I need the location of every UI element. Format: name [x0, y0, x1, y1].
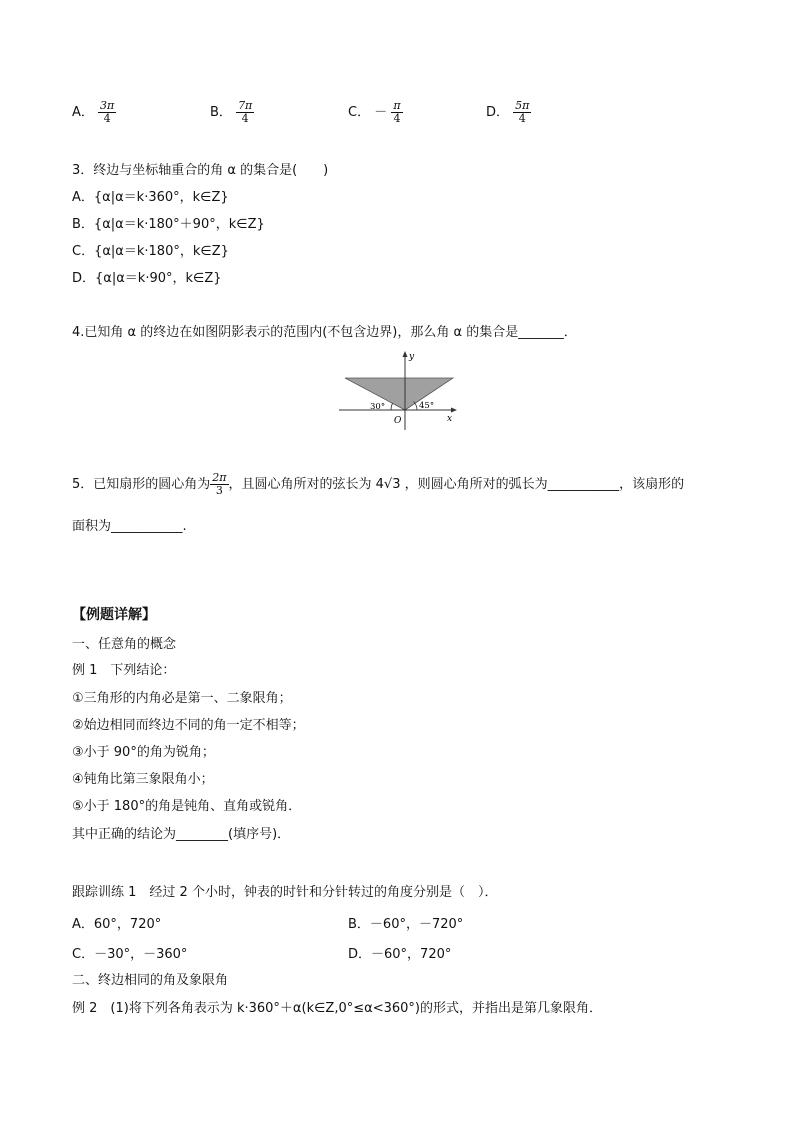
q5-line2: 面积为___________. [72, 519, 187, 534]
fraction-numerator: 2π [212, 471, 227, 484]
y-axis-label: y [409, 352, 415, 362]
q3-option-d: D．{α|α＝k·90°，k∈Z} [72, 271, 222, 286]
fraction-numerator: 7π [238, 99, 253, 112]
fraction-denominator: 4 [518, 112, 526, 125]
q3-option-b: B．{α|α＝k·180°＋90°，k∈Z} [72, 217, 265, 232]
origin-label: O [394, 416, 402, 426]
track-option-d: D．－60°，720° [348, 947, 452, 962]
subsection-2: 二、终边相同的角及象限角 [72, 973, 229, 988]
fraction [236, 100, 254, 125]
angle-label-45: 45° [419, 401, 435, 411]
option-label: A． [72, 105, 94, 120]
fraction-numerator: π [393, 99, 401, 112]
fraction [98, 100, 116, 125]
fraction [391, 100, 402, 125]
fraction-numerator: 5π [515, 99, 530, 112]
example-1-item: ⑤小于 180°的角是钝角、直角或锐角． [72, 799, 302, 814]
minus-sign: － [374, 105, 388, 120]
q4-stem: 4.已知角 α 的终边在如图阴影表示的范围内(不包含边界)，那么角 α 的集合是_______． [72, 325, 577, 340]
q5-text-mid: ，且圆心角所对的弦长为 4√3 ，则圆心角所对的弧长为___________，该扇形的 [228, 477, 685, 492]
x-axis-arrow [451, 408, 457, 413]
x-axis-label: x [447, 414, 453, 424]
q3-option-a: A．{α|α＝k·360°，k∈Z} [72, 190, 229, 205]
example-2: 例 2 (1)将下列各角表示为 k·360°＋α(k∈Z,0°≤α<360°)的形式，并指出是第几象限角． [72, 1001, 602, 1016]
q5-text-pre: 5．已知扇形的圆心角为 [72, 477, 211, 492]
example-1-title: 例 1 下列结论： [72, 663, 176, 678]
q5-line1 [72, 472, 684, 497]
subsection-1: 一、任意角的概念 [72, 637, 177, 652]
option-label: C． [348, 105, 371, 120]
q2-option-b [210, 100, 254, 125]
section-heading: 【例题详解】 [72, 607, 156, 623]
q4-figure [337, 348, 467, 432]
fraction [513, 100, 531, 125]
track-option-c: C．－30°，－360° [72, 947, 188, 962]
option-label: B． [210, 105, 232, 120]
track-option-b: B．－60°，－720° [348, 917, 464, 932]
angle-label-30: 30° [370, 402, 386, 412]
fraction [210, 472, 228, 497]
fraction-denominator: 4 [393, 112, 401, 125]
tracking-exercise-1: 跟踪训练 1 经过 2 个小时，钟表的时针和分针转过的角度分别是（ ）． [72, 885, 498, 900]
q3-option-c: C．{α|α＝k·180°，k∈Z} [72, 244, 229, 259]
example-1-question: 其中正确的结论为________(填序号)． [72, 827, 291, 842]
track-option-a: A．60°，720° [72, 917, 162, 932]
example-1-item: ①三角形的内角必是第一、二象限角； [72, 691, 292, 706]
fraction-numerator: 3π [100, 99, 115, 112]
fraction-denominator: 3 [215, 484, 223, 497]
shaded-region [345, 378, 453, 410]
angle-arc-left [391, 403, 393, 410]
option-label: D． [486, 105, 510, 120]
example-1-item: ②始边相同而终边不同的角一定不相等； [72, 718, 305, 733]
fraction-denominator: 4 [103, 112, 111, 125]
example-1-item: ④钝角比第三象限角小； [72, 772, 214, 787]
q3-stem: 3．终边与坐标轴重合的角 α 的集合是( ) [72, 163, 329, 178]
fraction-denominator: 4 [241, 112, 249, 125]
example-1-item: ③小于 90°的角为锐角； [72, 745, 215, 760]
q2-option-c [348, 100, 403, 125]
q2-option-d [486, 100, 531, 125]
y-axis-arrow [403, 351, 408, 357]
q2-option-a [72, 100, 116, 125]
